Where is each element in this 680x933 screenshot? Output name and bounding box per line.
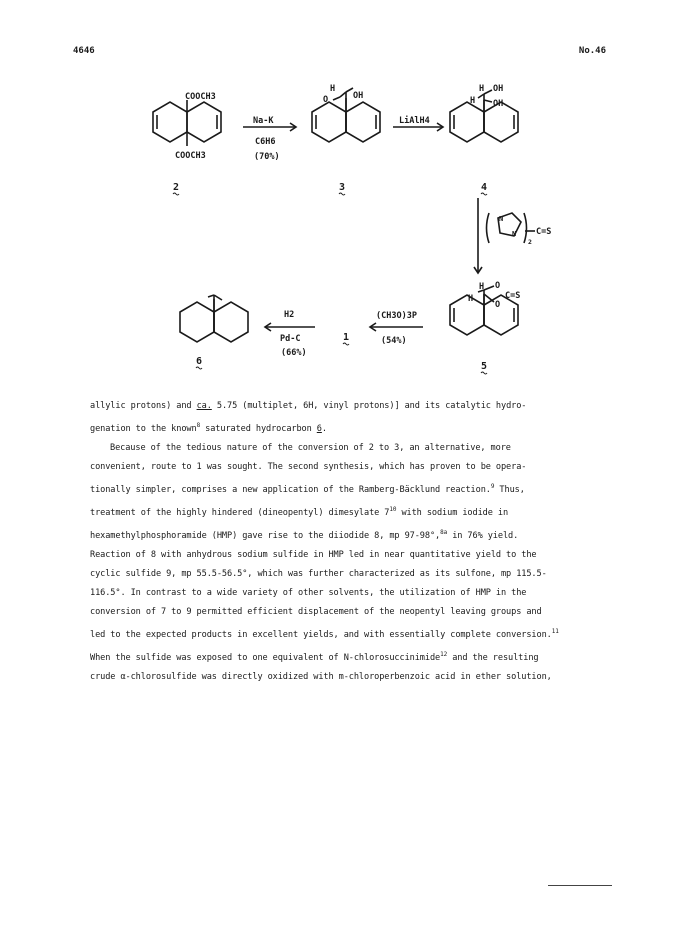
c4-oh-top: OH (493, 84, 504, 94)
arrow3-cs: C=S (536, 227, 552, 237)
c4-h-top: H (479, 84, 485, 94)
reaction-scheme (0, 0, 680, 380)
arrow2-reagent: LiAlH4 (399, 116, 430, 126)
c4-oh-mid: OH (493, 99, 504, 109)
arrow3-n2: N (512, 230, 517, 238)
paragraph-2-line-5: hexamethylphosphoramide (HMP) gave rise to the diiodide 8, mp 97-98°,$^{8a}$ in 76% yield. (90, 529, 519, 541)
paragraph-2-line-12: crude α-chlorosulfide was directly oxidized with m-chloroperbenzoic acid in ether solution, (90, 672, 552, 683)
paragraph-1-line-2: genation to the known$^8$ saturated hydrocarbon 6. (90, 422, 327, 434)
compound-label-5: 5 (481, 361, 488, 372)
paragraph-1-line-1: allylic protons) and ca. 5.75 (multiplet, 6H, vinyl protons)] and its catalytic hydro- (90, 401, 527, 411)
compound-label-6: 6 (196, 356, 203, 367)
thiocarbonyldiimidazole-bracket (487, 213, 490, 243)
compound-label-3: 3 (339, 182, 346, 193)
compound-label-2: 2 (173, 182, 180, 193)
arrow3-n1: N (499, 215, 504, 223)
c5-h-mid: H (468, 294, 474, 304)
paragraph-2-line-1: Because of the tedious nature of the conversion of 2 to 3, an alternative, more (110, 443, 511, 454)
c4-h-mid: H (470, 96, 476, 106)
paragraph-2-line-11: When the sulfide was exposed to one equivalent of N-chlorosuccinimide$^{12}$ and the resulting (90, 651, 539, 664)
arrow1-reagent-mid: C6H6 (255, 137, 276, 147)
c5-o-bot: O (495, 300, 501, 310)
footnote-rule (548, 885, 612, 886)
paragraph-2-line-2: convenient, route to 1 was sought. The second synthesis, which has proven to be opera- (90, 462, 527, 473)
compound-6-structure (180, 295, 248, 342)
paragraph-2-line-8: 116.5°. In contrast to a wide variety of other solvents, the utilization of HMP in the (90, 588, 527, 599)
paragraph-2-line-9: conversion of 7 to 9 permitted efficient displacement of the neopentyl leaving groups and (90, 607, 542, 618)
paragraph-2-line-4: treatment of the highly hindered (dineopentyl) dimesylate $7^{10}$ with sodium iodide in (90, 506, 509, 519)
paragraph-2-line-10: led to the expected products in excellent yields, and with essentially complete conversion.$^{11}$ (90, 628, 559, 641)
compound-label-4: 4 (481, 182, 488, 193)
journal-issue: No.46 (578, 46, 606, 56)
paragraph-2-line-7: cyclic sulfide 9, mp 55.5-56.5°, which was further characterized as its sulfone, mp 115.5- (90, 569, 547, 580)
c5-h-top: H (479, 282, 485, 292)
arrow5-reagent-top: H2 (284, 310, 295, 320)
page-number: 4646 (73, 46, 95, 56)
body-text (90, 397, 610, 687)
c5-cs: C=S (505, 291, 521, 301)
c3-oh-label: OH (353, 91, 364, 101)
compound-4-structure (450, 90, 518, 142)
arrow5-yield: (66%) (281, 348, 307, 358)
arrow4-yield: (54%) (381, 336, 407, 346)
c3-o-label: O (323, 95, 329, 105)
compound-2-structure (153, 100, 221, 146)
paragraph-2-line-3: tionally simpler, comprises a new application of the Ramberg-Bäcklund reaction.$^9$ Thus, (90, 483, 525, 496)
paragraph-2-line-6: Reaction of 8 with anhydrous sodium sulfide in HMP led in near quantitative yield to the (90, 550, 537, 561)
c2-ester-top: COOCH3 (185, 92, 216, 102)
c3-h-label: H (330, 84, 336, 94)
c5-o-top: O (495, 281, 501, 291)
arrow5-reagent-mid: Pd-C (280, 334, 301, 344)
arrow4-reagent-top: (CH3O)3P (376, 311, 417, 321)
compound-label-1: 1 (343, 332, 350, 343)
c2-ester-bottom: COOCH3 (175, 151, 206, 161)
arrow1-reagent-top: Na-K (253, 116, 274, 126)
arrow3-sub: 2 (528, 238, 532, 246)
arrow1-yield: (70%) (254, 152, 280, 162)
